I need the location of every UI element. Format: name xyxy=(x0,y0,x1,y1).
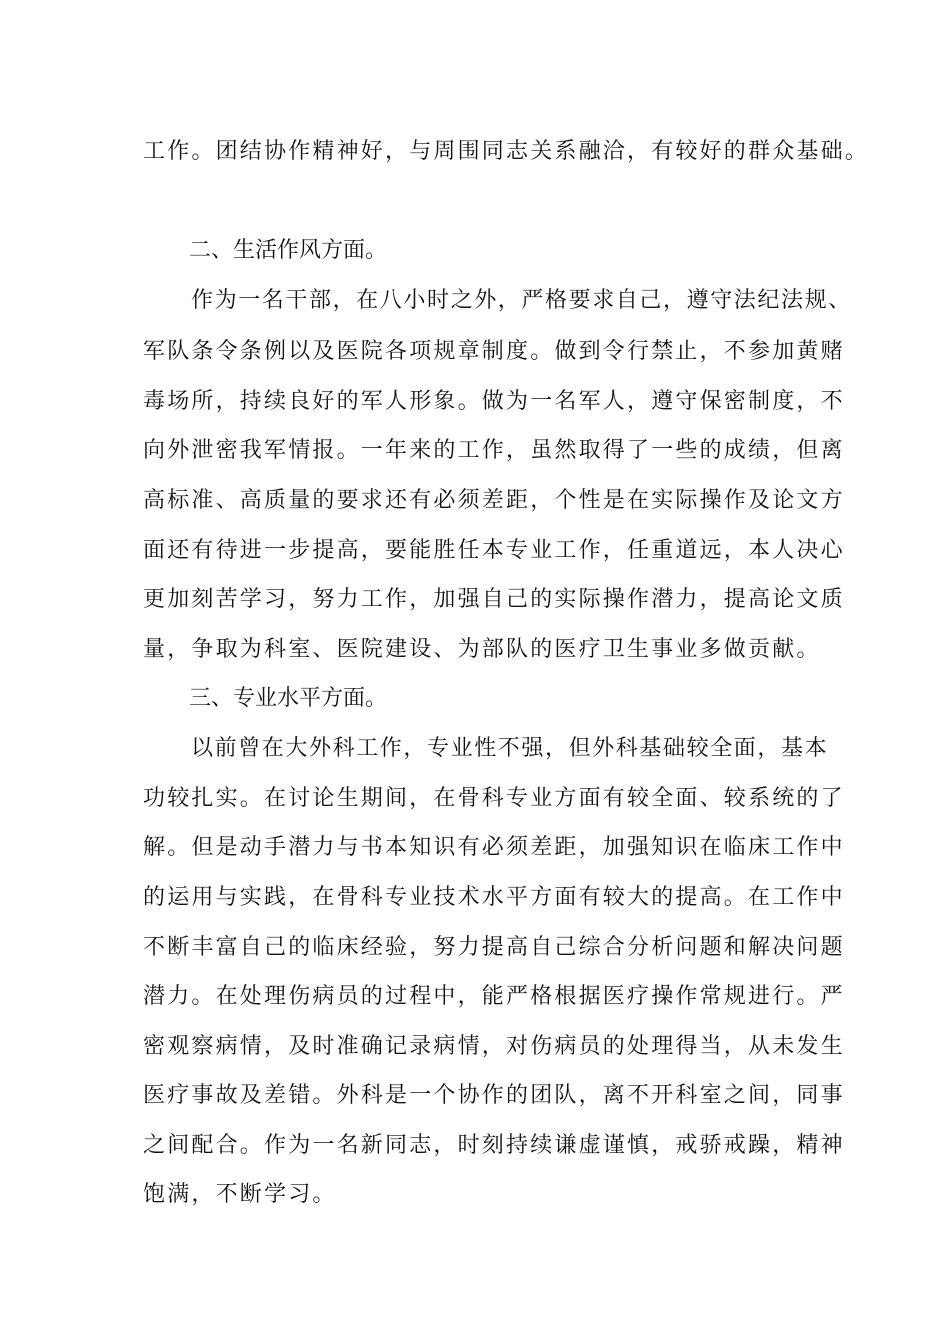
section-heading-professional: 三、专业水平方面。 xyxy=(189,686,388,711)
text-line: 不断丰富自己的临床经验，努力提高自己综合分析问题和解决问题 xyxy=(143,935,845,960)
text-line: 军队条令条例以及医院各项规章制度。做到令行禁止，不参加黄赌 xyxy=(143,339,845,364)
text-line: 潜力。在处理伤病员的过程中，能严格根据医疗操作常规进行。严 xyxy=(143,984,845,1009)
text-line: 高标准、高质量的要求还有必须差距，个性是在实际操作及论文方 xyxy=(143,488,845,513)
text-line: 更加刻苦学习，努力工作，加强自己的实际操作潜力，提高论文质 xyxy=(143,587,845,612)
text-line: 作为一名干部，在八小时之外，严格要求自己，遵守法纪法规、 xyxy=(191,288,852,313)
text-line: 向外泄密我军情报。一年来的工作，虽然取得了一些的成绩，但离 xyxy=(143,438,845,463)
text-line: 工作。团结协作精神好，与周围同志关系融洽，有较好的群众基础。 xyxy=(143,139,870,164)
text-line: 密观察病情，及时准确记录病情，对伤病员的处理得当，从未发生 xyxy=(143,1034,845,1059)
text-line: 功较扎实。在讨论生期间，在骨科专业方面有较全面、较系统的了 xyxy=(143,786,845,811)
text-line: 毒场所，持续良好的军人形象。做为一名军人，遵守保密制度，不 xyxy=(143,389,845,414)
text-line: 之间配合。作为一名新同志，时刻持续谦虚谨慎，戒骄戒躁，精神 xyxy=(143,1133,845,1158)
text-line: 饱满，不断学习。 xyxy=(143,1182,337,1207)
text-line: 解。但是动手潜力与书本知识有必须差距，加强知识在临床工作中 xyxy=(143,835,845,860)
section-heading-lifestyle: 二、生活作风方面。 xyxy=(189,238,388,263)
text-line: 以前曾在大外科工作，专业性不强，但外科基础较全面，基本 xyxy=(191,736,829,761)
text-line: 的运用与实践，在骨科专业技术水平方面有较大的提高。在工作中 xyxy=(143,885,845,910)
text-line: 医疗事故及差错。外科是一个协作的团队，离不开科室之间，同事 xyxy=(143,1083,845,1108)
text-line: 量，争取为科室、医院建设、为部队的医疗卫生事业多做贡献。 xyxy=(143,637,821,662)
text-line: 面还有待进一步提高，要能胜任本专业工作，任重道远，本人决心 xyxy=(143,538,845,563)
